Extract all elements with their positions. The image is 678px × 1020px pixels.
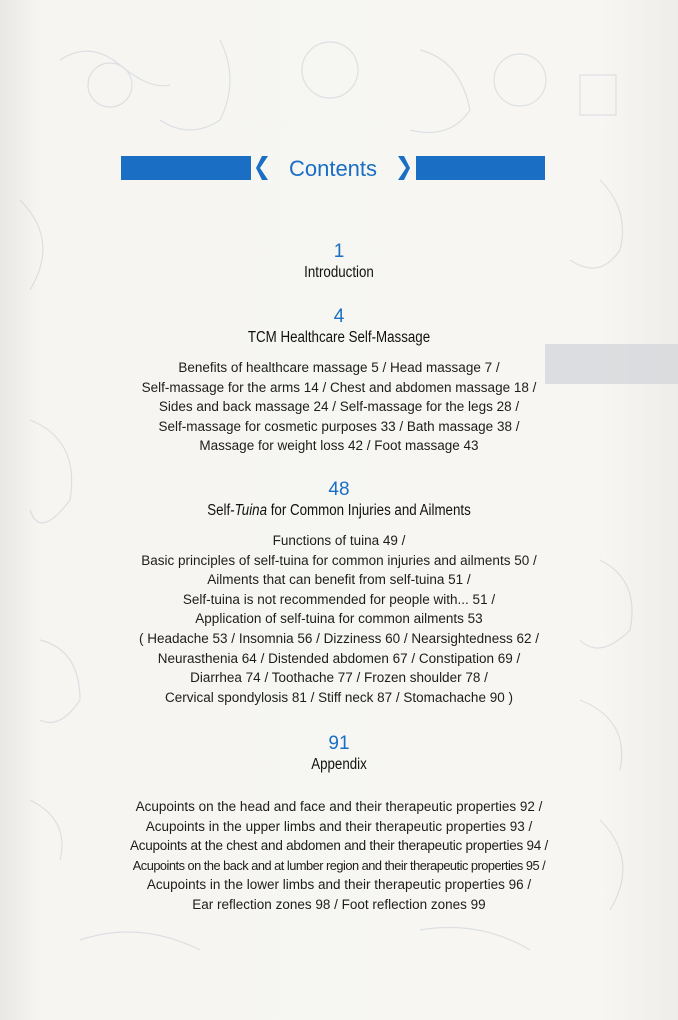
toc-entry-line: Self-massage for cosmetic purposes 33 / Bath massage 38 /	[158, 418, 520, 434]
section-title-suffix: for Common Injuries and Ailments	[267, 502, 471, 519]
toc-section-appendix	[0, 733, 678, 915]
toc-entry-line: Benefits of healthcare massage 5 / Head massage 7 /	[178, 360, 500, 375]
section-title	[47, 501, 630, 521]
header-bar-left	[121, 156, 251, 180]
section-entries	[0, 797, 678, 915]
section-page-number: 48	[328, 479, 350, 500]
toc-entry-line: Functions of tuina 49 /	[272, 533, 406, 548]
section-title-italic: Tuina	[234, 502, 268, 519]
toc-entry-line: Acupoints on the back and at lumber region and their therapeutic properties 95 /	[132, 857, 546, 873]
section-title: Appendix	[311, 756, 367, 773]
toc-entry-line: Acupoints in the lower limbs and their therapeutic properties 96 /	[146, 877, 532, 893]
toc-entry-line: Self-massage for the arms 14 / Chest and abdomen massage 18 /	[141, 379, 537, 395]
toc-entry-line: Acupoints at the chest and abdomen and their therapeutic properties 94 /	[129, 838, 549, 854]
page-title: Contents	[288, 156, 378, 181]
toc-entry-line: Self-tuina is not recommended for people with... 51 /	[182, 591, 496, 607]
section-page-number: 1	[333, 241, 345, 262]
section-page-number: 4	[333, 306, 345, 327]
section-entries	[0, 358, 678, 456]
toc-entry-line: Ailments that can benefit from self-tuina 51 /	[207, 572, 471, 588]
toc-entry-line: Diarrhea 74 / Toothache 77 / Frozen shoulder 78 /	[190, 670, 488, 686]
toc-entry-line: Application of self-tuina for common ailments 53	[195, 611, 483, 627]
toc-section-self-massage	[0, 306, 678, 456]
section-title: TCM Healthcare Self-Massage	[247, 329, 431, 346]
contents-header	[0, 154, 678, 184]
section-page-number: 91	[328, 733, 350, 754]
toc-entry-line: Ear reflection zones 98 / Foot reflection zones 99	[192, 896, 486, 912]
section-title: Introduction	[304, 264, 374, 281]
toc-entry-line: Massage for weight loss 42 / Foot massage 43	[199, 438, 479, 454]
toc-section-self-tuina	[0, 479, 678, 707]
section-entries	[0, 531, 678, 707]
bracket-right-icon	[396, 156, 410, 180]
toc-entry-line: ( Headache 53 / Insomnia 56 / Dizziness 60 / Nearsightedness 62 /	[139, 630, 539, 646]
bracket-left-icon	[256, 156, 270, 180]
toc-entry-line: Acupoints on the head and face and their therapeutic properties 92 /	[135, 799, 543, 814]
toc-section-introduction	[0, 241, 678, 283]
section-title-prefix: Self-	[207, 502, 235, 519]
toc-entry-line: Basic principles of self-tuina for common injuries and ailments 50 /	[141, 552, 537, 568]
toc-entry-line: Neurasthenia 64 / Distended abdomen 67 / Constipation 69 /	[157, 650, 521, 666]
toc-entry-line: Cervical spondylosis 81 / Stiff neck 87 / Stomachache 90 )	[165, 689, 513, 705]
toc-entry-line: Sides and back massage 24 / Self-massage for the legs 28 /	[158, 399, 520, 415]
toc-entry-line: Acupoints in the upper limbs and their therapeutic properties 93 /	[145, 818, 533, 834]
header-bar-right	[416, 156, 545, 180]
